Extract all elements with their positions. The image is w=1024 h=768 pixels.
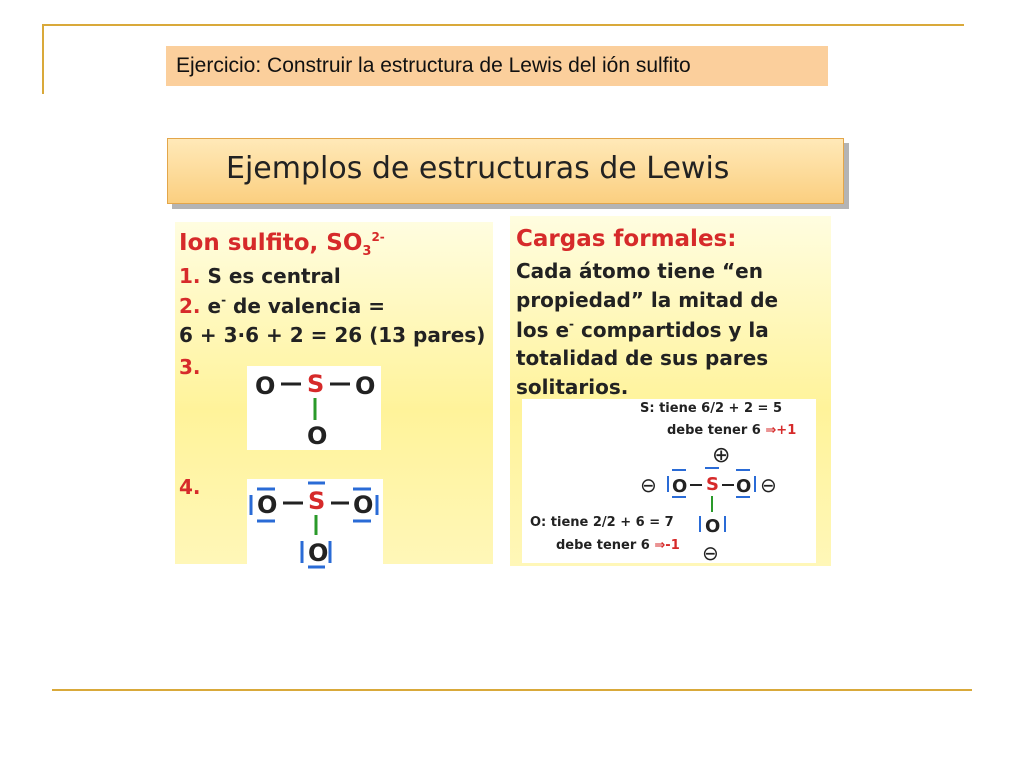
formal-charge-structure [638,440,808,570]
svg-text:O: O [307,422,328,450]
para-line-5: solitarios. [516,375,629,399]
para-line-4: totalidad de sus pares [516,346,769,370]
svg-text:S: S [307,370,325,398]
svg-text:O: O [672,476,688,497]
svg-text:S: S [308,487,326,515]
step-4-num: 4. [179,475,201,499]
banner [167,138,844,204]
svg-text:O: O [355,372,376,400]
svg-text:O: O [308,539,329,567]
svg-text:O: O [257,491,278,519]
step-2: 2. e- de valencia = [179,293,385,318]
frame-left-line [42,24,44,94]
svg-text:⊖: ⊖ [640,473,657,497]
s-charge-line-1: S: tiene 6/2 + 2 = 5 [640,401,782,416]
svg-text:O: O [353,491,374,519]
s-charge-line-2: debe tener 6 ⇒+1 [667,423,797,438]
formal-charges-panel [510,216,831,566]
svg-text:O: O [705,516,721,537]
o-charge-line-2: debe tener 6 ⇒-1 [556,538,680,553]
sulfite-panel [175,222,493,567]
frame-bottom-line [52,689,972,691]
para-line-2: propiedad” la mitad de [516,288,779,312]
svg-text:S: S [706,474,719,495]
svg-text:⊕: ⊕ [712,443,731,468]
frame-top-line [42,24,964,26]
svg-text:O: O [736,476,752,497]
step-3-num: 3. [179,355,201,379]
step-1: 1. S es central [179,264,341,288]
para-line-1: Cada átomo tiene “en [516,259,763,283]
skeleton-structure [247,366,387,456]
para-line-3: los e- compartidos y la [516,317,769,342]
o-charge-line-1: O: tiene 2/2 + 6 = 7 [530,515,674,530]
formal-charges-heading: Cargas formales: [516,226,737,252]
sulfite-heading: Ion sulfito, $SO_3^{2-}$ [179,230,385,259]
svg-text:⊖: ⊖ [702,541,719,565]
svg-text:⊖: ⊖ [760,473,777,497]
lewis-structure [247,479,387,569]
banner-title: Ejemplos de estructuras de Lewis [226,151,730,186]
step-2-calc: 6 + 3·6 + 2 = 26 (13 pares) [179,323,486,347]
svg-text:O: O [255,372,276,400]
slide-title: Ejercicio: Construir la estructura de Lewis del ión sulfito [166,46,828,86]
